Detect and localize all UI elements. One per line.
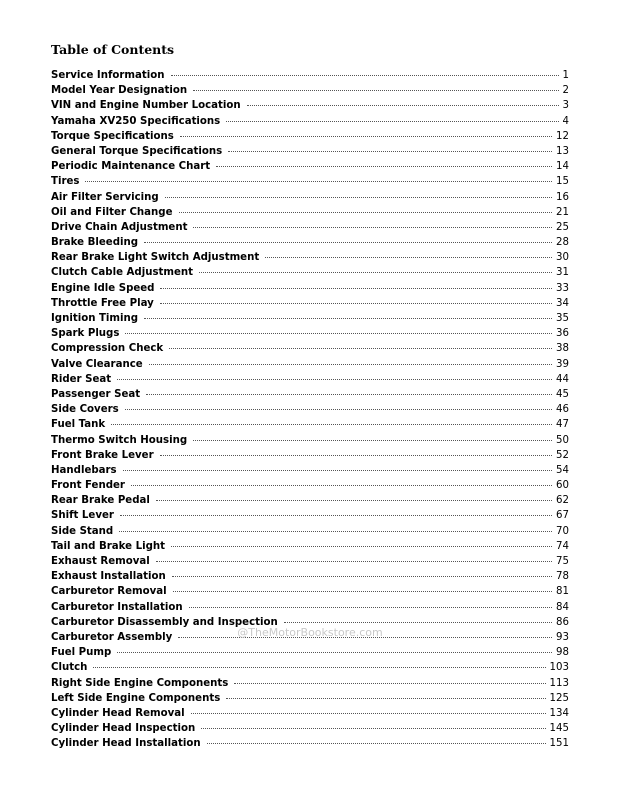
toc-entry-page-number: 16 (556, 191, 569, 203)
dot-leader (191, 713, 546, 714)
toc-entry-page-number: 113 (549, 677, 569, 689)
toc-entry-label: Cylinder Head Installation (51, 738, 201, 750)
toc-entry-label: Cylinder Head Inspection (51, 723, 196, 735)
toc-entry-label: Fuel Pump (51, 647, 112, 659)
toc-entry-label: Tires (51, 176, 80, 188)
toc-entry-page-number: 78 (556, 571, 569, 583)
dot-leader (160, 455, 552, 456)
toc-entry-page-number: 52 (556, 449, 569, 461)
toc-entry-label: Carburetor Installation (51, 601, 183, 613)
dot-leader (93, 667, 545, 668)
dot-leader (216, 166, 552, 167)
toc-entry-page-number: 1 (562, 70, 569, 81)
toc-entry[interactable] (51, 463, 569, 478)
dot-leader (146, 394, 552, 395)
dot-leader (120, 515, 552, 516)
dot-leader (193, 90, 558, 91)
toc-entry-label: Front Fender (51, 480, 125, 492)
toc-entry-label: Left Side Engine Components (51, 692, 221, 704)
toc-entry[interactable] (51, 68, 569, 83)
toc-entry-page-number: 103 (549, 662, 569, 674)
toc-entry[interactable] (51, 220, 569, 235)
toc-entry[interactable] (51, 676, 569, 691)
toc-entry-page-number: 39 (556, 358, 569, 370)
toc-entry-label: General Torque Specifications (51, 145, 223, 157)
toc-entry[interactable] (51, 660, 569, 675)
toc-entry-label: Carburetor Assembly (51, 631, 173, 643)
dot-leader (85, 181, 552, 182)
toc-entry-label: Spark Plugs (51, 328, 120, 340)
toc-entry-label: Model Year Designation (51, 85, 188, 97)
toc-entry[interactable] (51, 478, 569, 493)
dot-leader (171, 546, 552, 547)
toc-entry-label: Drive Chain Adjustment (51, 221, 188, 233)
toc-entry-label: Thermo Switch Housing (51, 434, 188, 446)
toc-entry-page-number: 45 (556, 388, 569, 400)
toc-entry-page-number: 15 (556, 176, 569, 188)
toc-entry-label: Carburetor Disassembly and Inspection (51, 616, 278, 628)
toc-entry[interactable] (51, 174, 569, 189)
toc-entry[interactable] (51, 584, 569, 599)
toc-entry[interactable] (51, 600, 569, 615)
toc-entry[interactable] (51, 554, 569, 569)
toc-entry-page-number: 75 (556, 556, 569, 567)
toc-entry-page-number: 86 (556, 616, 569, 628)
toc-entry-label: Rear Brake Light Switch Adjustment (51, 252, 260, 264)
toc-entry-page-number: 47 (556, 419, 569, 431)
dot-leader (180, 136, 552, 137)
toc-entry-label: Carburetor Removal (51, 586, 167, 598)
toc-entry[interactable] (51, 539, 569, 554)
toc-entry-label: Yamaha XV250 Specifications (51, 115, 221, 127)
toc-entry-label: Brake Bleeding (51, 237, 139, 249)
toc-entry[interactable] (51, 508, 569, 523)
toc-entry-label: Oil and Filter Change (51, 206, 173, 218)
toc-entry[interactable] (51, 387, 569, 402)
dot-leader (111, 424, 552, 425)
toc-entry-page-number: 50 (556, 434, 569, 446)
dot-leader (179, 212, 553, 213)
toc-list (51, 68, 569, 751)
dot-leader (169, 348, 552, 349)
toc-entry-page-number: 36 (556, 328, 569, 340)
dot-leader (125, 409, 552, 410)
dot-leader (131, 485, 552, 486)
toc-entry-label: Cylinder Head Removal (51, 707, 185, 719)
toc-entry-page-number: 70 (556, 525, 569, 537)
toc-entry-page-number: 84 (556, 601, 569, 613)
toc-entry-label: Ignition Timing (51, 313, 139, 324)
toc-entry-page-number: 3 (562, 100, 569, 112)
toc-entry[interactable] (51, 190, 569, 205)
toc-entry[interactable] (51, 524, 569, 539)
toc-entry-label: Air Filter Servicing (51, 191, 159, 203)
dot-leader (189, 607, 552, 608)
toc-entry-label: Rider Seat (51, 373, 112, 385)
toc-entry-page-number: 81 (556, 586, 569, 598)
toc-entry-page-number: 30 (556, 252, 569, 264)
toc-entry-label: Clutch Cable Adjustment (51, 267, 194, 279)
dot-leader (156, 500, 552, 501)
toc-entry-label: Side Stand (51, 525, 114, 537)
toc-entry-page-number: 21 (556, 206, 569, 218)
toc-entry-page-number: 34 (556, 297, 569, 309)
dot-leader (123, 470, 552, 471)
toc-entry[interactable] (51, 402, 569, 417)
dot-leader (119, 531, 552, 532)
dot-leader (160, 303, 552, 304)
toc-entry-label: Front Brake Lever (51, 449, 154, 461)
dot-leader (265, 257, 552, 258)
toc-entry[interactable] (51, 250, 569, 265)
dot-leader (173, 591, 552, 592)
toc-entry-page-number: 62 (556, 495, 569, 507)
toc-entry[interactable] (51, 296, 569, 311)
dot-leader (284, 622, 552, 623)
toc-entry[interactable] (51, 235, 569, 250)
toc-entry-page-number: 35 (556, 313, 569, 324)
toc-entry-page-number: 4 (562, 115, 569, 127)
dot-leader (172, 576, 552, 577)
toc-entry-page-number: 14 (556, 161, 569, 173)
toc-entry-page-number: 151 (549, 738, 569, 750)
toc-entry-label: Shift Lever (51, 510, 114, 522)
toc-entry-label: Throttle Free Play (51, 297, 154, 309)
toc-entry-label: Right Side Engine Components (51, 677, 229, 689)
toc-entry[interactable] (51, 736, 569, 751)
toc-entry-label: Periodic Maintenance Chart (51, 161, 211, 173)
toc-entry[interactable] (51, 159, 569, 174)
dot-leader (144, 318, 552, 319)
page-title: Table of Contents (51, 42, 175, 57)
dot-leader (117, 652, 552, 653)
toc-entry-label: Side Covers (51, 404, 119, 416)
toc-entry-page-number: 46 (556, 404, 569, 416)
toc-entry-page-number: 60 (556, 480, 569, 492)
toc-entry-page-number: 31 (556, 267, 569, 279)
toc-entry[interactable] (51, 144, 569, 159)
toc-entry[interactable] (51, 357, 569, 372)
toc-entry[interactable] (51, 205, 569, 220)
toc-entry[interactable] (51, 569, 569, 584)
toc-entry[interactable] (51, 721, 569, 736)
toc-entry-label: VIN and Engine Number Location (51, 100, 241, 112)
toc-entry[interactable] (51, 129, 569, 144)
toc-entry-page-number: 134 (549, 707, 569, 719)
dot-leader (125, 333, 552, 334)
dot-leader (193, 440, 552, 441)
toc-entry-label: Compression Check (51, 343, 164, 355)
toc-entry-label: Rear Brake Pedal (51, 495, 150, 507)
toc-entry-label: Valve Clearance (51, 358, 143, 370)
dot-leader (226, 698, 545, 699)
toc-entry-page-number: 145 (549, 723, 569, 735)
toc-entry-page-number: 98 (556, 647, 569, 659)
toc-entry[interactable] (51, 433, 569, 448)
dot-leader (234, 683, 545, 684)
toc-entry-label: Torque Specifications (51, 130, 174, 142)
toc-entry-label: Fuel Tank (51, 419, 106, 431)
dot-leader (193, 227, 552, 228)
dot-leader (149, 364, 552, 365)
toc-entry-page-number: 2 (562, 85, 569, 97)
dot-leader (207, 743, 546, 744)
toc-entry[interactable] (51, 372, 569, 387)
toc-entry[interactable] (51, 98, 569, 113)
toc-entry-label: Clutch (51, 662, 88, 674)
toc-entry-page-number: 44 (556, 373, 569, 385)
toc-entry[interactable] (51, 706, 569, 721)
toc-entry[interactable] (51, 341, 569, 356)
watermark: @TheMotorBookstore.com (237, 626, 383, 639)
dot-leader (226, 121, 558, 122)
toc-entry-label: Exhaust Installation (51, 571, 166, 583)
toc-entry[interactable] (51, 417, 569, 432)
dot-leader (201, 728, 545, 729)
toc-entry-label: Engine Idle Speed (51, 282, 155, 294)
toc-entry-page-number: 25 (556, 221, 569, 233)
dot-leader (199, 272, 552, 273)
dot-leader (117, 379, 552, 380)
toc-entry-page-number: 12 (556, 130, 569, 142)
toc-entry[interactable] (51, 83, 569, 98)
dot-leader (160, 288, 552, 289)
toc-entry[interactable] (51, 114, 569, 129)
toc-entry[interactable] (51, 281, 569, 296)
dot-leader (247, 105, 559, 106)
toc-entry-page-number: 33 (556, 282, 569, 294)
toc-entry[interactable] (51, 645, 569, 660)
toc-entry[interactable] (51, 326, 569, 341)
toc-entry-page-number: 13 (556, 145, 569, 157)
dot-leader (156, 561, 552, 562)
toc-entry-page-number: 54 (556, 464, 569, 476)
toc-entry-label: Service Information (51, 70, 165, 81)
toc-entry-page-number: 28 (556, 237, 569, 249)
toc-entry-label: Exhaust Removal (51, 556, 150, 567)
dot-leader (228, 151, 552, 152)
dot-leader (165, 197, 552, 198)
toc-entry[interactable] (51, 311, 569, 326)
toc-entry-page-number: 74 (556, 540, 569, 552)
toc-entry[interactable] (51, 265, 569, 280)
toc-entry-page-number: 93 (556, 631, 569, 643)
dot-leader (144, 242, 552, 243)
toc-entry[interactable] (51, 448, 569, 463)
toc-entry-label: Passenger Seat (51, 388, 141, 400)
toc-entry-page-number: 125 (549, 692, 569, 704)
toc-entry-label: Tail and Brake Light (51, 540, 166, 552)
toc-entry[interactable] (51, 691, 569, 706)
toc-entry-page-number: 67 (556, 510, 569, 522)
toc-entry[interactable] (51, 493, 569, 508)
toc-entry-page-number: 38 (556, 343, 569, 355)
toc-entry-label: Handlebars (51, 464, 117, 476)
dot-leader (171, 75, 559, 76)
